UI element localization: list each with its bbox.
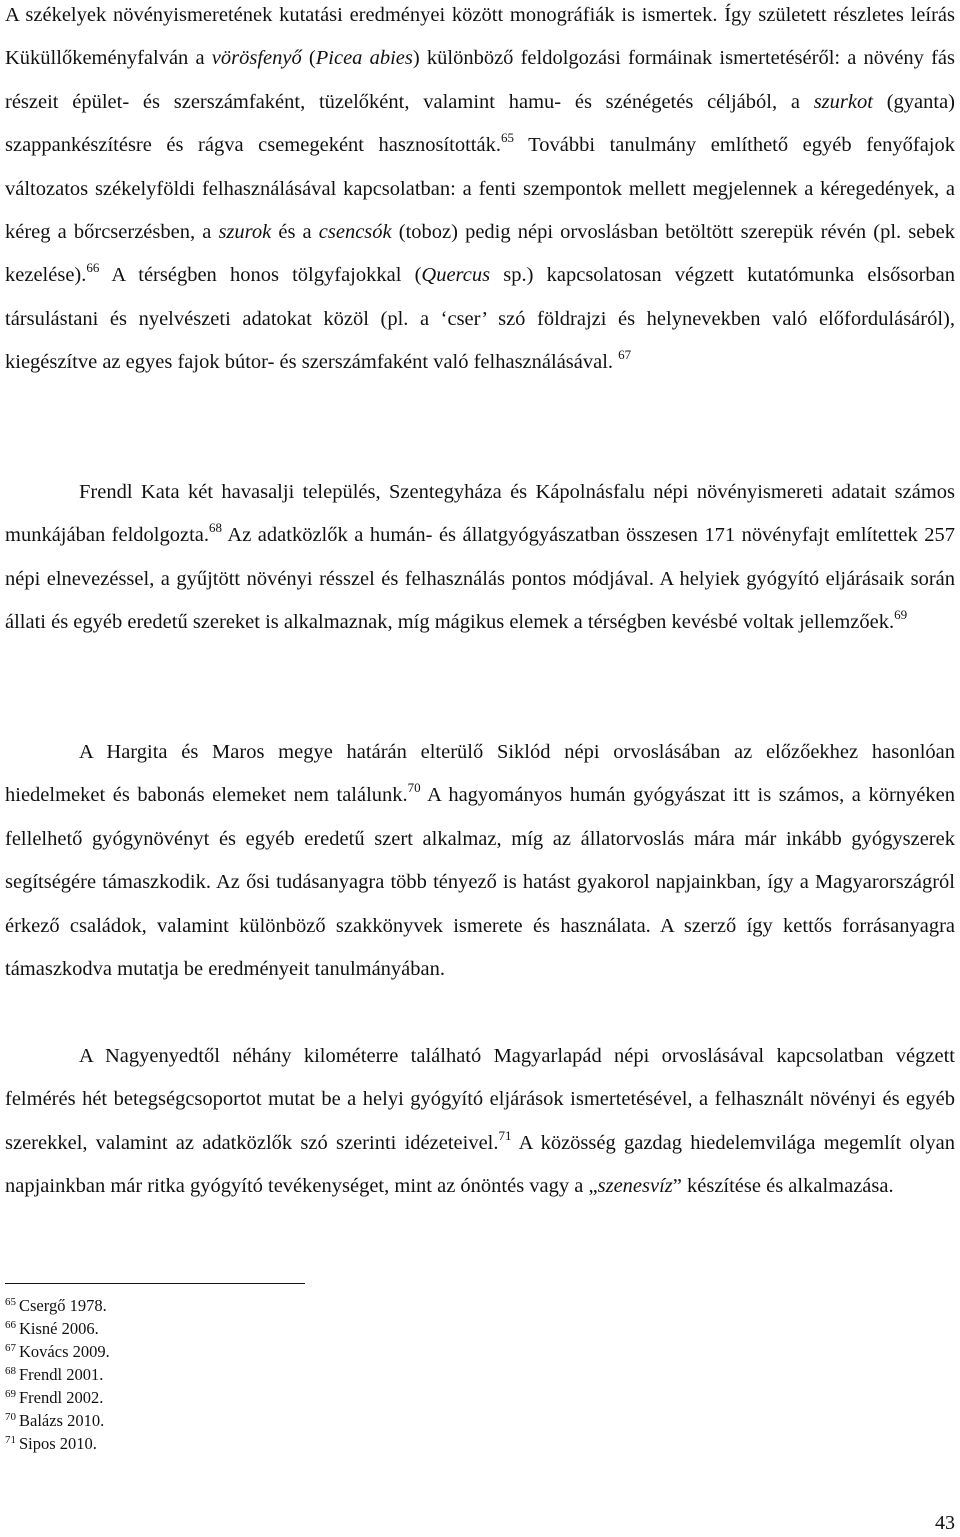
footnote-text: Frendl 2002. [19, 1388, 104, 1407]
italic-term: csencsók [318, 221, 392, 244]
text-run: A Hargita és Maros megye határán elterülő Siklód népi orvoslásában az előzőekhez hasonlóan hiedelmeket és babonás elemeket nem találunk. [5, 741, 955, 807]
footnote-text: Kovács 2009. [19, 1342, 110, 1361]
footnote-list [5, 1294, 110, 1455]
footnote-text: Kisné 2006. [19, 1319, 99, 1338]
footnote-item [5, 1294, 110, 1317]
text-run: A közösség gazdag hiedelemvilága megemlít olyan napjainkban már ritka gyógyító tevékenységet, mint az ónöntés vagy a „ [5, 1131, 956, 1198]
footnote-ref: 71 [498, 1127, 512, 1143]
text-run: ) különböző feldolgozási formáinak ismertetéséről: a növény fás részeit épület- és szerszámfaként, tüzelőként, valamint hamu- és szénégetés céljából, a [5, 47, 955, 113]
text-run: ” készítése és alkalmazása. [672, 1175, 894, 1198]
footnote-separator [5, 1283, 305, 1284]
text-run: A Nagyenyedtől néhány kilométerre található Magyarlapád népi orvoslásával kapcsolatban végzett felmérés hét betegségcsoportot mutat be a helyi gyógyító eljárások ismertetésével, a felhasznált növényi és egyéb szerekkel, valamint az adatközlők szó szerinti idézeteivel. [5, 1045, 955, 1154]
footnote-number: 71 [5, 1434, 16, 1446]
text-run: További tanulmány említhető egyéb fenyőfajok változatos székelyföldi felhasználásával kapcsolatban: a fenti szempontok mellett megjelennek a kéregedények, a kéreg a bőrcserzésben, a [5, 134, 955, 244]
footnote-item [5, 1317, 110, 1340]
footnote-number: 66 [5, 1319, 16, 1331]
text-run: A térségben honos tölgyfajokkal ( [99, 264, 422, 287]
footnote-text: Balázs 2010. [19, 1411, 105, 1430]
text-run: (gyanta) szappankészítésre és rágva csemegeként hasznosították. [5, 90, 955, 157]
italic-term: szurok [218, 221, 272, 244]
footnote-number: 67 [5, 1342, 16, 1354]
footnote-text: Frendl 2001. [19, 1365, 104, 1384]
text-run: A székelyek növényismeretének kutatási eredményei között monográfiák is ismertek. Így született részletes leírás Küküllőkeményfalván a [5, 4, 955, 70]
italic-term: szenesvíz [597, 1175, 673, 1198]
text-run: sp.) kapcsolatosan végzett kutatómunka elsősorban társulástani és nyelvészeti adatokat közöl (pl. a ‘cser’ szó földrajzi és helynevekben való előfordulásáról), kiegészítve az egyes fajok bútor- és szerszámfaként való felhasználásával. [5, 264, 955, 374]
footnote-item [5, 1340, 110, 1363]
text-run: és a [271, 221, 319, 244]
italic-term: Picea abies [315, 47, 413, 70]
paragraph-4 [5, 1035, 955, 1209]
footnote-number: 68 [5, 1365, 16, 1377]
paragraph-1 [5, 0, 955, 385]
text-run: Frendl Kata két havasalji település, Szentegyháza és Kápolnásfalu népi növényismereti adatait számos munkájában feldolgozta. [5, 481, 955, 547]
footnote-text: Sipos 2010. [19, 1434, 97, 1453]
footnote-ref: 65 [500, 130, 514, 146]
footnote-item [5, 1363, 110, 1386]
italic-term: vörösfenyő [211, 47, 302, 70]
footnote-item [5, 1409, 110, 1432]
paragraph-3 [5, 731, 955, 991]
footnote-number: 65 [5, 1296, 16, 1308]
footnote-item [5, 1386, 110, 1409]
footnote-ref: 69 [894, 607, 908, 623]
footnote-text: Csergő 1978. [19, 1296, 107, 1315]
italic-term: szurkot [813, 90, 873, 113]
footnote-ref: 68 [209, 520, 223, 536]
footnote-ref: 66 [86, 260, 100, 276]
footnote-ref: 70 [407, 780, 421, 796]
text-run: Az adatközlők a humán- és állatgyógyászatban összesen 171 növényfajt említettek 257 népi elnevezéssel, a gyűjtött növényi résszel és felhasználás pontos módjával. A helyiek gyógyító eljárásaik során állati és egyéb eredetű szereket is alkalmaznak, míg mágikus elemek a térségben kevésbé voltak jellemzőek. [5, 524, 955, 634]
text-run: A hagyományos humán gyógyászat itt is számos, a környéken fellelhető gyógynövényt és egyéb eredetű szert alkalmaz, míg az állatorvoslás mára már inkább gyógyszerek segítségére támaszkodik. Az ősi tudásanyagra több tényező is hatást gyakorol napjainkban, így a Magyarországról érkező családok, valamint különböző szakkönyvek ismerete és használata. A szerző így kettős forrásanyagra támaszkodva mutatja be eredményeit tanulmányában. [5, 784, 955, 981]
text-run: (toboz) pedig népi orvoslásban betöltött szerepük révén (pl. sebek kezelése). [5, 221, 955, 287]
footnote-number: 70 [5, 1411, 16, 1423]
paragraph-2 [5, 471, 955, 645]
footnote-number: 69 [5, 1388, 16, 1400]
page-number: 43 [935, 1512, 955, 1534]
text-run: ( [301, 47, 316, 70]
footnote-ref: 67 [618, 347, 632, 363]
footnote-item [5, 1432, 110, 1455]
italic-term: Quercus [421, 264, 491, 287]
